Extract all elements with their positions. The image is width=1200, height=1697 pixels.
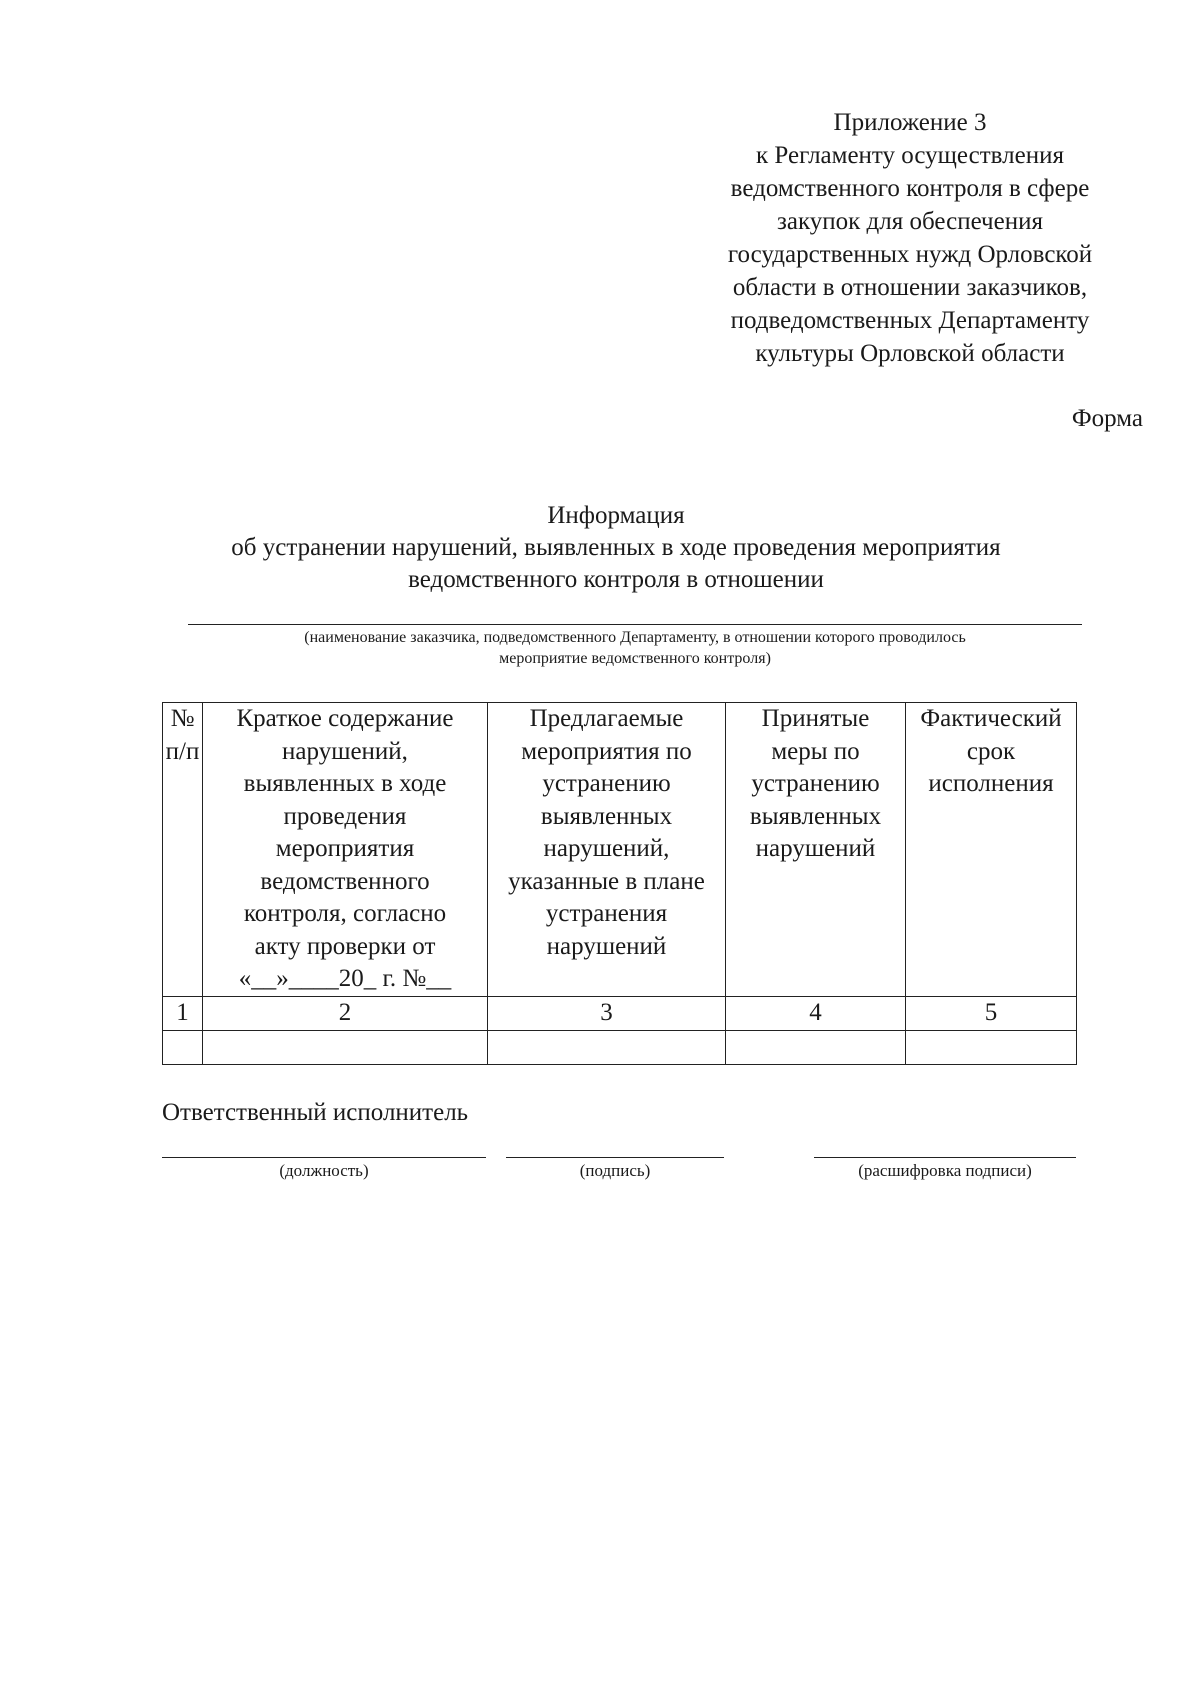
column-number: 5 bbox=[906, 996, 1077, 1030]
header-actual-deadline: Фактический срок исполнения bbox=[906, 703, 1077, 997]
customer-caption bbox=[188, 627, 1082, 669]
caption-line: мероприятие ведомственного контроля) bbox=[499, 650, 771, 667]
table-cell[interactable] bbox=[163, 1030, 203, 1064]
appendix-line: подведомственных Департаменту bbox=[730, 307, 1090, 334]
title-line: об устранении нарушений, выявленных в ходе проведения мероприятия bbox=[231, 534, 1001, 561]
table-header-row bbox=[163, 703, 1077, 997]
header-taken-measures: Принятые меры по устранению выявленных нарушений bbox=[726, 703, 906, 997]
column-number: 3 bbox=[488, 996, 726, 1030]
signature-decoding-line[interactable] bbox=[814, 1157, 1076, 1158]
table-cell[interactable] bbox=[906, 1030, 1077, 1064]
signature-caption: (подпись) bbox=[579, 1161, 651, 1180]
appendix-line: закупок для обеспечения bbox=[777, 208, 1043, 235]
header-number: № п/п bbox=[163, 703, 203, 997]
violations-table bbox=[162, 702, 1077, 1065]
table-cell[interactable] bbox=[488, 1030, 726, 1064]
customer-name-line[interactable] bbox=[188, 624, 1082, 625]
appendix-line: Приложение 3 bbox=[833, 109, 987, 136]
table-row bbox=[163, 1030, 1077, 1064]
form-label: Форма bbox=[1071, 405, 1143, 432]
appendix-line: области в отношении заказчиков, bbox=[732, 274, 1088, 301]
table-cell[interactable] bbox=[726, 1030, 906, 1064]
inspection-date-line: «__»____20_ г. №__ bbox=[238, 965, 452, 992]
appendix-block bbox=[680, 106, 1140, 370]
appendix-line: ведомственного контроля в сфере bbox=[730, 175, 1090, 202]
header-proposed-measures: Предлагаемые мероприятия по устранению выявленных нарушений, указанные в плане устранения нарушений bbox=[488, 703, 726, 997]
column-number: 1 bbox=[163, 996, 203, 1030]
appendix-line: к Регламенту осуществления bbox=[756, 142, 1064, 169]
title-line: ведомственного контроля в отношении bbox=[408, 566, 824, 593]
appendix-line: культуры Орловской области bbox=[755, 340, 1065, 367]
title-heading: Информация bbox=[547, 502, 685, 529]
document-title bbox=[150, 500, 1082, 596]
table-cell[interactable] bbox=[203, 1030, 488, 1064]
caption-line: (наименование заказчика, подведомственного Департаменту, в отношении которого проводилось bbox=[304, 629, 966, 646]
column-number: 2 bbox=[203, 996, 488, 1030]
column-number: 4 bbox=[726, 996, 906, 1030]
appendix-line: государственных нужд Орловской bbox=[727, 241, 1093, 268]
position-caption: (должность) bbox=[279, 1161, 369, 1180]
responsible-label: Ответственный исполнитель bbox=[162, 1099, 469, 1126]
position-line[interactable] bbox=[162, 1157, 486, 1158]
signature-decoding-caption: (расшифровка подписи) bbox=[858, 1161, 1032, 1180]
signature-line[interactable] bbox=[506, 1157, 724, 1158]
header-violation-summary: Краткое содержание нарушений, выявленных в ходе проведения мероприятия ведомственного контроля, согласно акту проверки от «__»____20_ г. №__ bbox=[203, 703, 488, 997]
column-number-row bbox=[163, 996, 1077, 1030]
